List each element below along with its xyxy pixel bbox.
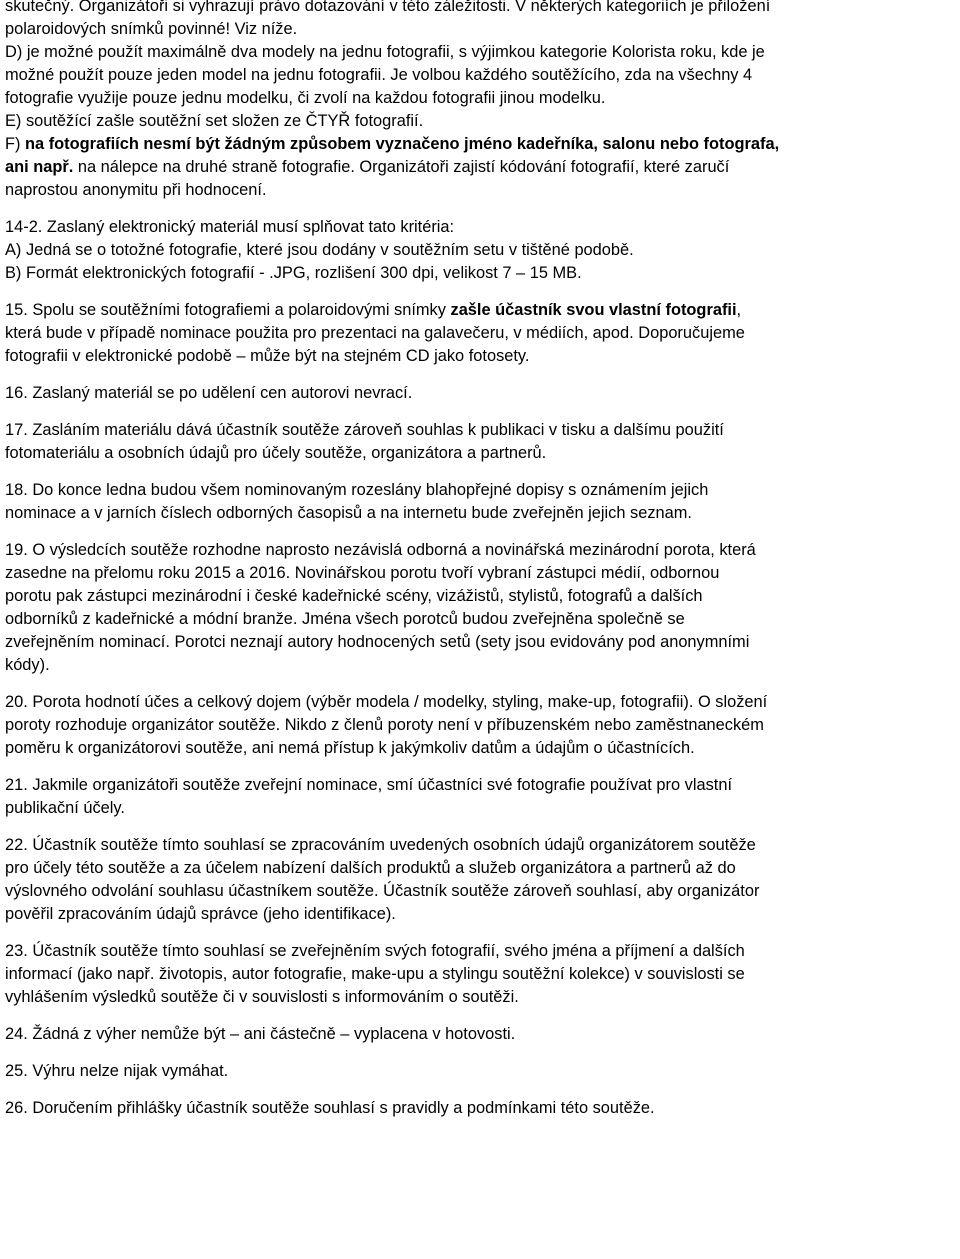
paragraph-rule-18 — [5, 479, 957, 525]
text-line — [5, 64, 957, 87]
text-run: 18. Do konce ledna budou všem nominovaným rozeslány blahopřejné dopisy s oznámením jejich — [5, 481, 709, 499]
text-run: 14-2. Zaslaný elektronický materiál musí splňovat tato kritéria: — [5, 218, 455, 236]
text-line — [5, 216, 957, 239]
text-line — [5, 986, 957, 1009]
text-line — [5, 1097, 957, 1120]
text-run: A) Jedná se o totožné fotografie, které jsou dodány v soutěžním setu v tištěné podobě. — [5, 241, 634, 259]
text-run: poměru k organizátorovi soutěže, ani nemá přístup k jakýmkoliv datům a údajům o účastnících. — [5, 739, 695, 757]
text-line — [5, 479, 957, 502]
text-line — [5, 0, 957, 18]
text-run: na nálepce na druhé straně fotografie. Organizátoři zajistí kódování fotografií, které zaručí — [73, 158, 730, 176]
paragraph-rule-15 — [5, 299, 957, 368]
bold-text-run: ani např. — [5, 158, 74, 176]
paragraph-rule-21 — [5, 774, 957, 820]
text-line — [5, 110, 957, 133]
text-line — [5, 41, 957, 64]
bold-text-run: zašle účastník svou vlastní fotografii — [450, 301, 737, 319]
text-line — [5, 262, 957, 285]
paragraph-rule-23 — [5, 940, 957, 1009]
text-line — [5, 179, 957, 202]
text-line — [5, 608, 957, 631]
text-run: 22. Účastník soutěže tímto souhlasí se zpracováním uvedených osobních údajů organizátorem soutěže — [5, 836, 756, 854]
rules-text-body — [5, 0, 957, 1120]
text-run: zasedne na přelomu roku 2015 a 2016. Novinářskou porotu tvoří vybraní zástupci médií, odbornou — [5, 564, 720, 582]
text-line — [5, 903, 957, 926]
text-run: B) Formát elektronických fotografií - .JPG, rozlišení 300 dpi, velikost 7 – 15 MB. — [5, 264, 582, 282]
text-run: F) — [5, 135, 26, 153]
text-run: porotu pak zástupci mezinárodní i české kadeřnické scény, vizážistů, stylistů, fotografů a dalších — [5, 587, 703, 605]
text-run: naprostou anonymitu při hodnocení. — [5, 181, 267, 199]
text-run: vyhlášením výsledků soutěže či v souvislosti s informováním o soutěži. — [5, 988, 519, 1006]
text-line — [5, 774, 957, 797]
text-line — [5, 322, 957, 345]
text-line — [5, 834, 957, 857]
text-line — [5, 299, 957, 322]
text-line — [5, 18, 957, 41]
paragraph-rule-19 — [5, 539, 957, 677]
text-run: 16. Zaslaný materiál se po udělení cen autorovi nevrací. — [5, 384, 413, 402]
text-line — [5, 714, 957, 737]
text-line — [5, 737, 957, 760]
paragraph-rule-17 — [5, 419, 957, 465]
paragraph-intro-continued — [5, 0, 957, 202]
paragraph-rule-25 — [5, 1060, 957, 1083]
text-line — [5, 1023, 957, 1046]
text-run: poroty rozhoduje organizátor soutěže. Nikdo z členů poroty není v příbuzenském nebo zaměstnaneckém — [5, 716, 764, 734]
paragraph-rule-22 — [5, 834, 957, 926]
text-run: 24. Žádná z výher nemůže být – ani částečně – vyplacena v hotovosti. — [5, 1025, 516, 1043]
text-line — [5, 880, 957, 903]
text-line — [5, 654, 957, 677]
paragraph-rule-24 — [5, 1023, 957, 1046]
text-run: fotografii v elektronické podobě – může být na stejném CD jako fotosety. — [5, 347, 530, 365]
paragraph-rule-20 — [5, 691, 957, 760]
text-run: skutečný. Organizátoři si vyhrazují právo dotazování v této záležitosti. V některých kategoriích je přiložení — [5, 0, 771, 15]
text-run: pro účely této soutěže a za účelem nabízení dalších produktů a služeb organizátora a partnerů až do — [5, 859, 736, 877]
text-run: 23. Účastník soutěže tímto souhlasí se zveřejněním svých fotografií, svého jména a příjmení a dalších — [5, 942, 745, 960]
text-line — [5, 239, 957, 262]
text-line — [5, 133, 957, 156]
text-line — [5, 502, 957, 525]
text-line — [5, 631, 957, 654]
text-run: informací (jako např. životopis, autor fotografie, make-upu a stylingu soutěžní kolekce) v souvislosti se — [5, 965, 745, 983]
text-line — [5, 156, 957, 179]
text-run: D) je možné použít maximálně dva modely na jednu fotografii, s výjimkou kategorie Kolorista roku, kde je — [5, 43, 765, 61]
bold-text-run: na fotografiích nesmí být žádným způsobem vyznačeno jméno kadeřníka, salonu nebo fotografa, — [25, 135, 780, 153]
text-run: , — [736, 301, 742, 319]
text-line — [5, 382, 957, 405]
text-line — [5, 691, 957, 714]
text-run: zveřejněním nominací. Porotci neznají autory hodnocených setů (sety jsou evidovány pod anonymními — [5, 633, 750, 651]
text-run: pověřil zpracováním údajů správce (jeho identifikace). — [5, 905, 396, 923]
text-line — [5, 562, 957, 585]
text-run: E) soutěžící zašle soutěžní set složen ze ČTYŘ fotografií. — [5, 112, 424, 130]
paragraph-rule-14-2 — [5, 216, 957, 285]
text-line — [5, 963, 957, 986]
text-run: 20. Porota hodnotí účes a celkový dojem (výběr modela / modelky, styling, make-up, fotografii). O složení — [5, 693, 768, 711]
paragraph-rule-26 — [5, 1097, 957, 1120]
text-run: 15. Spolu se soutěžními fotografiemi a polaroidovými snímky — [5, 301, 451, 319]
text-line — [5, 539, 957, 562]
text-run: nominace a v jarních číslech odborných časopisů a na internetu bude zveřejněn jejich seznam. — [5, 504, 692, 522]
text-run: výslovného odvolání souhlasu účastníkem soutěže. Účastník soutěže zároveň souhlasí, aby organizátor — [5, 882, 760, 900]
text-run: publikační účely. — [5, 799, 125, 817]
text-line — [5, 442, 957, 465]
text-run: polaroidových snímků povinné! Viz níže. — [5, 20, 298, 38]
text-line — [5, 585, 957, 608]
paragraph-rule-16 — [5, 382, 957, 405]
text-run: 17. Zasláním materiálu dává účastník soutěže zároveň souhlas k publikaci v tisku a dalšímu použití — [5, 421, 724, 439]
text-line — [5, 419, 957, 442]
text-run: kódy). — [5, 656, 50, 674]
text-run: fotomateriálu a osobních údajů pro účely soutěže, organizátora a partnerů. — [5, 444, 547, 462]
text-run: odborníků z kadeřnické a módní branže. Jména všech porotců budou zveřejněna společně se — [5, 610, 685, 628]
text-line — [5, 857, 957, 880]
text-line — [5, 797, 957, 820]
text-run: která bude v případě nominace použita pro prezentaci na galavečeru, v médiích, apod. Doporučujeme — [5, 324, 745, 342]
text-run: 21. Jakmile organizátoři soutěže zveřejní nominace, smí účastníci své fotografie používat pro vlastní — [5, 776, 733, 794]
text-run: 26. Doručením přihlášky účastník soutěže souhlasí s pravidly a podmínkami této soutěže. — [5, 1099, 655, 1117]
text-line — [5, 1060, 957, 1083]
text-line — [5, 87, 957, 110]
text-run: 19. O výsledcích soutěže rozhodne naprosto nezávislá odborná a novinářská mezinárodní porota, která — [5, 541, 756, 559]
text-run: fotografie využije pouze jednu modelku, či zvolí na každou fotografii jinou modelku. — [5, 89, 606, 107]
text-line — [5, 345, 957, 368]
text-line — [5, 940, 957, 963]
text-run: 25. Výhru nelze nijak vymáhat. — [5, 1062, 229, 1080]
text-run: možné použít pouze jeden model na jednu fotografii. Je volbou každého soutěžícího, zda na všechny 4 — [5, 66, 753, 84]
